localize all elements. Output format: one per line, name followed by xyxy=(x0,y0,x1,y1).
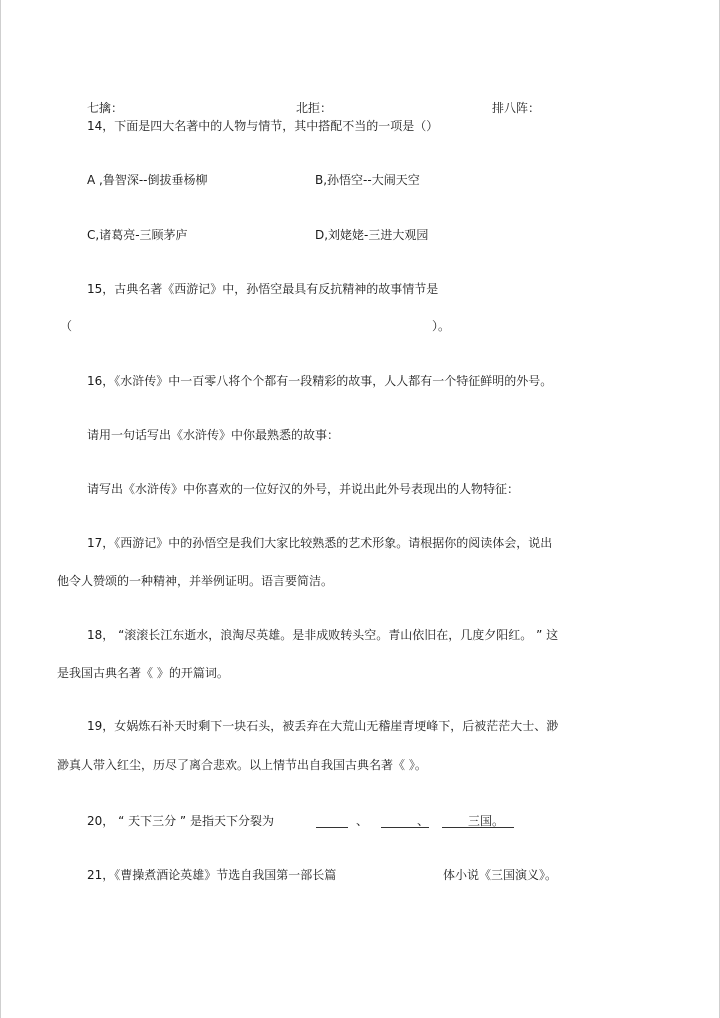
q20-suffix: 三国。 xyxy=(468,814,505,828)
q18-line1: 18， “滚滚长江东逝水，浪淘尽英雄。是非成败转头空。青山依旧在，几度夕阳红。 ” 这 xyxy=(87,628,559,642)
q14-option-c: C,诸葛亮-三顾茅庐 xyxy=(87,228,188,242)
q16-stem: 16，《水浒传》中一百零八将个个都有一段精彩的故事，人人都有一个特征鲜明的外号。 xyxy=(87,374,553,388)
q13-qiqin-label: 七擒： xyxy=(87,101,124,115)
q14-option-b: B,孙悟空--大闹天空 xyxy=(315,173,420,187)
q17-line1: 17，《西游记》中的孙悟空是我们大家比较熟悉的艺术形象。请根据你的阅读体会，说出 xyxy=(87,536,553,550)
q16-sub2: 请写出《水浒传》中你喜欢的一位好汉的外号，并说出此外号表现出的人物特征： xyxy=(87,482,520,496)
q15-stem: 15，古典名著《西游记》中，孙悟空最具有反抗精神的故事情节是 xyxy=(87,282,439,296)
q15-paren-open: （ xyxy=(60,319,73,333)
page-edge-left xyxy=(0,0,1,1018)
q19-line1: 19，女娲炼石补天时剩下一块石头，被丢弃在大荒山无稽崖青埂峰下，后被茫茫大士、渺 xyxy=(87,719,559,733)
q13-baizhen-label: 排八阵： xyxy=(492,101,541,115)
q14-option-d: D,刘姥姥-三进大观园 xyxy=(315,228,429,242)
q21-part2: 体小说《三国演义》。 xyxy=(443,868,558,882)
q16-sub1: 请用一句话写出《水浒传》中你最熟悉的故事： xyxy=(87,428,340,442)
q13-beiju-label: 北拒： xyxy=(296,101,333,115)
q19-line2: 渺真人带入红尘，历尽了离合悲欢。以上情节出自我国古典名著《 》。 xyxy=(57,758,427,772)
q20-blank-1[interactable] xyxy=(316,827,348,828)
q14-stem: 14，下面是四大名著中的人物与情节，其中搭配不当的一项是（） xyxy=(87,119,439,133)
q15-paren-close: ）。 xyxy=(432,319,451,333)
q18-line2: 是我国古典名著《 》的开篇词。 xyxy=(57,666,229,680)
q21-part1: 21，《曹操煮酒论英雄》节选自我国第一部长篇 xyxy=(87,868,337,882)
q14-option-a: A ,鲁智深--倒拔垂杨柳 xyxy=(87,173,208,187)
q20-prefix: 20， “ 天下三分 ” 是指天下分裂为 xyxy=(87,814,274,828)
q17-line2: 他令人赞颂的一种精神，并举例证明。语言要简洁。 xyxy=(57,574,334,588)
q20-sep-2: 、 xyxy=(417,814,430,828)
q20-sep-1: 、 xyxy=(356,814,369,828)
